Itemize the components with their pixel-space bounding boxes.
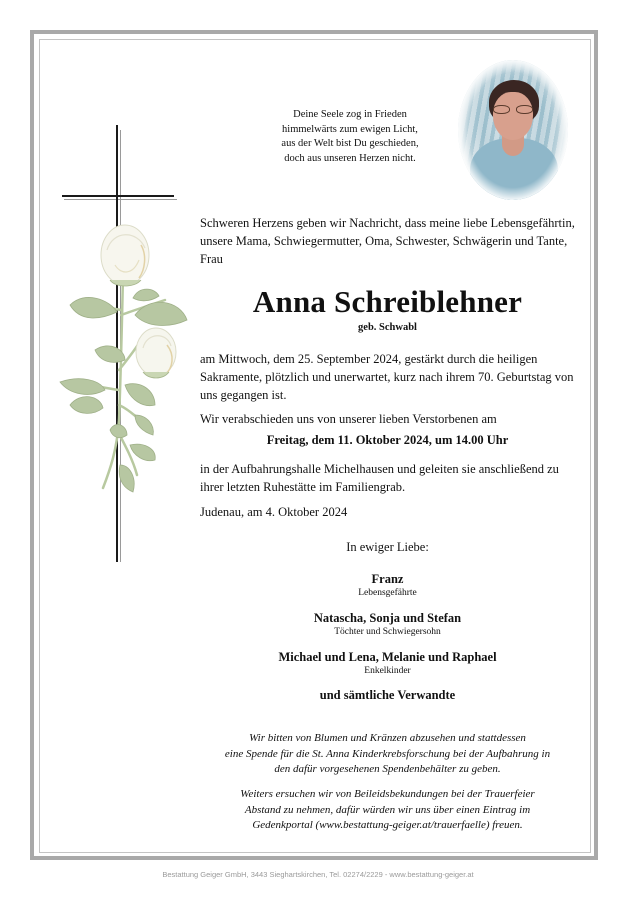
poem-line: doch aus unseren Herzen nicht. — [284, 152, 416, 164]
place-date: Judenau, am 4. Oktober 2024 — [200, 505, 348, 519]
note-line: Abstand zu nehmen, dafür würden wir uns über einen Eintrag im — [244, 803, 531, 816]
mourner-relation: Lebensgefährte — [358, 588, 417, 598]
mourner-entry — [200, 650, 575, 677]
intro-paragraph: Schweren Herzens geben wir Nachricht, dass meine liebe Lebensgefährtin, unsere Mama, Schwiegermutter, Oma, Schwester, Schwägerin und Tante, Frau — [200, 216, 575, 266]
photo-vignette — [458, 60, 568, 200]
poem — [240, 108, 460, 166]
white-rose-icon — [55, 220, 195, 510]
ceremony-datetime: Freitag, dem 11. Oktober 2024, um 14.00 Uhr — [266, 433, 509, 447]
note-line: eine Spende für die St. Anna Kinderkrebsforschung bei der Aufbahrung in — [224, 747, 551, 760]
condolence-note — [200, 787, 575, 834]
cross-icon-horizontal — [62, 195, 174, 197]
poem-line: himmelwärts zum ewigen Licht, — [282, 123, 418, 135]
note-line: Gedenkportal (www.bestattung-geiger.at/trauerfaelle) freuen. — [252, 819, 523, 831]
mourner-names: und sämtliche Verwandte — [319, 688, 456, 702]
maiden-name: geb. Schwabl — [358, 322, 417, 333]
mourner-names: Natascha, Sonja und Stefan — [313, 611, 462, 625]
note-line: Wir bitten von Blumen und Kränzen abzusehen und stattdessen — [249, 732, 526, 744]
mourners-heading: In ewiger Liebe: — [346, 540, 429, 554]
cross-icon-shadow-horizontal — [64, 199, 177, 200]
mourner-names: Michael und Lena, Melanie und Raphael — [278, 650, 497, 664]
note-line: den dafür vorgesehenen Spendenbehälter zu geben. — [274, 763, 501, 775]
donation-note — [200, 731, 575, 778]
mourner-entry — [200, 611, 575, 638]
portrait-photo — [458, 60, 568, 200]
mourner-entry — [200, 688, 575, 703]
poem-line: aus der Welt bist Du geschieden, — [281, 138, 419, 149]
deceased-name: Anna Schreiblehner — [252, 284, 523, 319]
poem-line: Deine Seele zog in Frieden — [293, 109, 407, 120]
mourner-entry — [200, 572, 575, 599]
location-paragraph: in der Aufbahrungshalle Michelhausen und geleiten sie anschließend zu ihrer letzten Ruhestätte im Familiengrab. — [200, 462, 559, 494]
mourner-names: Franz — [371, 572, 404, 586]
mourner-relation: Töchter und Schwiegersohn — [334, 627, 441, 637]
farewell-text: Wir verabschieden uns von unserer lieben Verstorbenen am — [200, 412, 497, 426]
death-paragraph: am Mittwoch, dem 25. September 2024, gestärkt durch die heiligen Sakramente, plötzlich und unerwartet, kurz nach ihrem 70. Geburtstag von uns gegangen ist. — [200, 352, 574, 402]
mourner-relation: Enkelkinder — [364, 666, 411, 676]
note-line: Weiters ersuchen wir von Beileidsbekundungen bei der Trauerfeier — [240, 788, 535, 800]
footer-text: Bestattung Geiger GmbH, 3443 Sieghartskirchen, Tel. 02274/2229 - www.bestattung-geiger.at — [162, 870, 474, 879]
